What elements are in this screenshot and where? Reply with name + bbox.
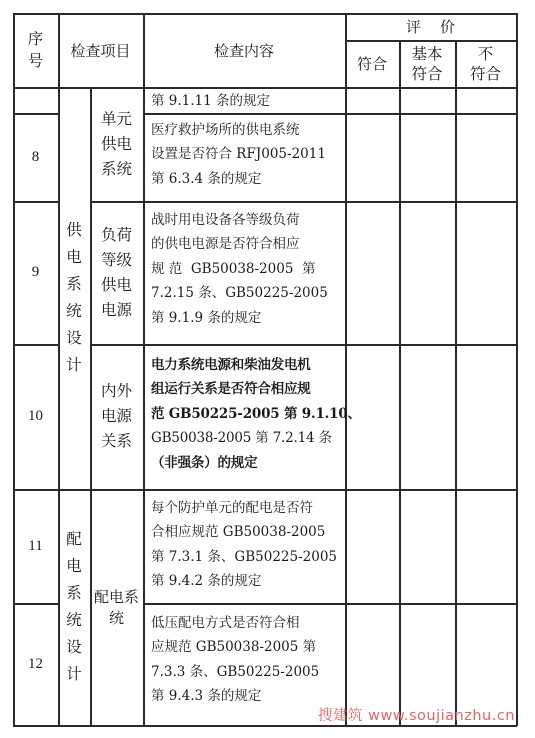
header-eval: 评 价 [405,18,456,36]
content-line: 7.2.15 条、GB50225-2005 [151,285,328,302]
watermark: 搜建筑 www.soujianzhu.cn [318,708,515,724]
header-eval-nonconform-line: 符合 [469,64,501,83]
content-line: GB50038-2005 第 7.2.14 条 [151,430,332,447]
subitem-line: 关系 [100,432,132,450]
rule-eval-1 [399,40,401,726]
group-char: 系 [66,275,82,293]
content-line: 战时用电设备各等级负荷 [151,212,300,228]
header-eval-conform: 符合 [356,55,387,73]
content-line: （非强条）的规定 [151,454,258,471]
content-line: 应规范 GB50038-2005 第 [151,639,317,656]
row-content [151,611,319,709]
content-line: 第 7.3.1 条、GB50225-2005 [151,548,338,565]
header-eval-basic-line: 符合 [411,64,443,83]
header-seq-char: 号 [27,52,44,70]
group-char: 计 [66,356,82,374]
content-line: 医疗救护场所的供电系统 [151,122,300,138]
subitem-internal-external [90,344,143,489]
content-line: 第 9.4.2 条的规定 [151,573,262,590]
group-char: 电 [66,248,82,266]
header-content: 检查内容 [213,41,274,60]
row-content [151,118,326,191]
content-line: 低压配电方式是否符合相 [151,615,300,631]
group-char: 计 [66,665,82,683]
row-content [151,208,328,330]
content-line: 合相应规范 GB50038-2005 [151,524,326,541]
group-distribution-design [58,489,90,725]
subitem-line: 电源 [100,407,132,425]
subitem-line: 等级 [100,250,132,269]
group-char: 统 [66,302,82,320]
group-char: 配 [66,530,82,548]
content-line: 第 9.4.3 条的规定 [151,688,262,705]
rule-row-11-bottom-b [143,603,517,605]
header-seq-char: 序 [27,30,44,48]
content-line: 电力系统电源和柴油发电机 [151,357,311,373]
content-line: 第 9.1.11 条的规定 [151,93,271,109]
row-content [151,496,337,594]
row-content [151,353,361,475]
header-eval-basic [399,40,455,87]
subitem-load-level [90,201,143,344]
rule-right [516,13,518,726]
subitem-line: 内外 [100,382,132,400]
row-no: 8 [31,148,40,165]
row-no: 9 [31,264,40,280]
group-power-supply-design [58,87,90,489]
group-char: 设 [66,638,82,656]
subitem-line: 单元 [100,109,132,128]
header-eval-nonconform [455,40,516,87]
header-eval-basic-line: 基本 [411,44,443,63]
subitem-line: 系统 [100,159,132,178]
subitem-distribution-system: 配电系统 [93,588,139,627]
header-item: 检查项目 [70,41,131,60]
group-char: 统 [66,611,82,629]
content-line: 组运行关系是否符合相应规 [151,381,311,398]
row-no: 11 [28,537,43,554]
rule-item [143,13,145,726]
row-no: 10 [28,408,43,424]
rule-row-9-bottom-b [90,344,517,346]
content-line: 第 9.1.9 条的规定 [151,309,262,326]
content-line: 规 范 GB50038-2005 第 [151,260,316,277]
row-content [151,89,270,113]
content-line: 的供电电源是否符合相应 [151,236,300,253]
header-eval-nonconform-line: 不 [477,44,494,63]
content-line: 第 6.3.4 条的规定 [151,170,262,187]
subitem-line: 供电 [100,134,132,153]
content-line: 范 GB50225-2005 第 9.1.10、 [151,405,361,422]
rule-bottom [13,725,517,727]
group-char: 电 [66,557,82,575]
row-no: 12 [28,655,43,672]
group-char: 供 [66,221,82,239]
content-line: 7.3.3 条、GB50225-2005 [151,663,320,680]
header-seq [13,13,58,87]
subitem-line: 电源 [100,300,132,319]
rule-eval-2 [455,40,457,726]
content-line: 每个防护单元的配电是否符 [151,500,313,516]
group-char: 设 [66,329,82,347]
subitem-unit-supply [90,87,143,201]
subitem-line: 负荷 [100,225,132,244]
group-char: 系 [66,584,82,602]
rule-row-8-bottom-b [90,201,517,203]
content-line: 设置是否符合 RFJ005-2011 [151,146,326,163]
subitem-line: 供电 [100,275,132,294]
